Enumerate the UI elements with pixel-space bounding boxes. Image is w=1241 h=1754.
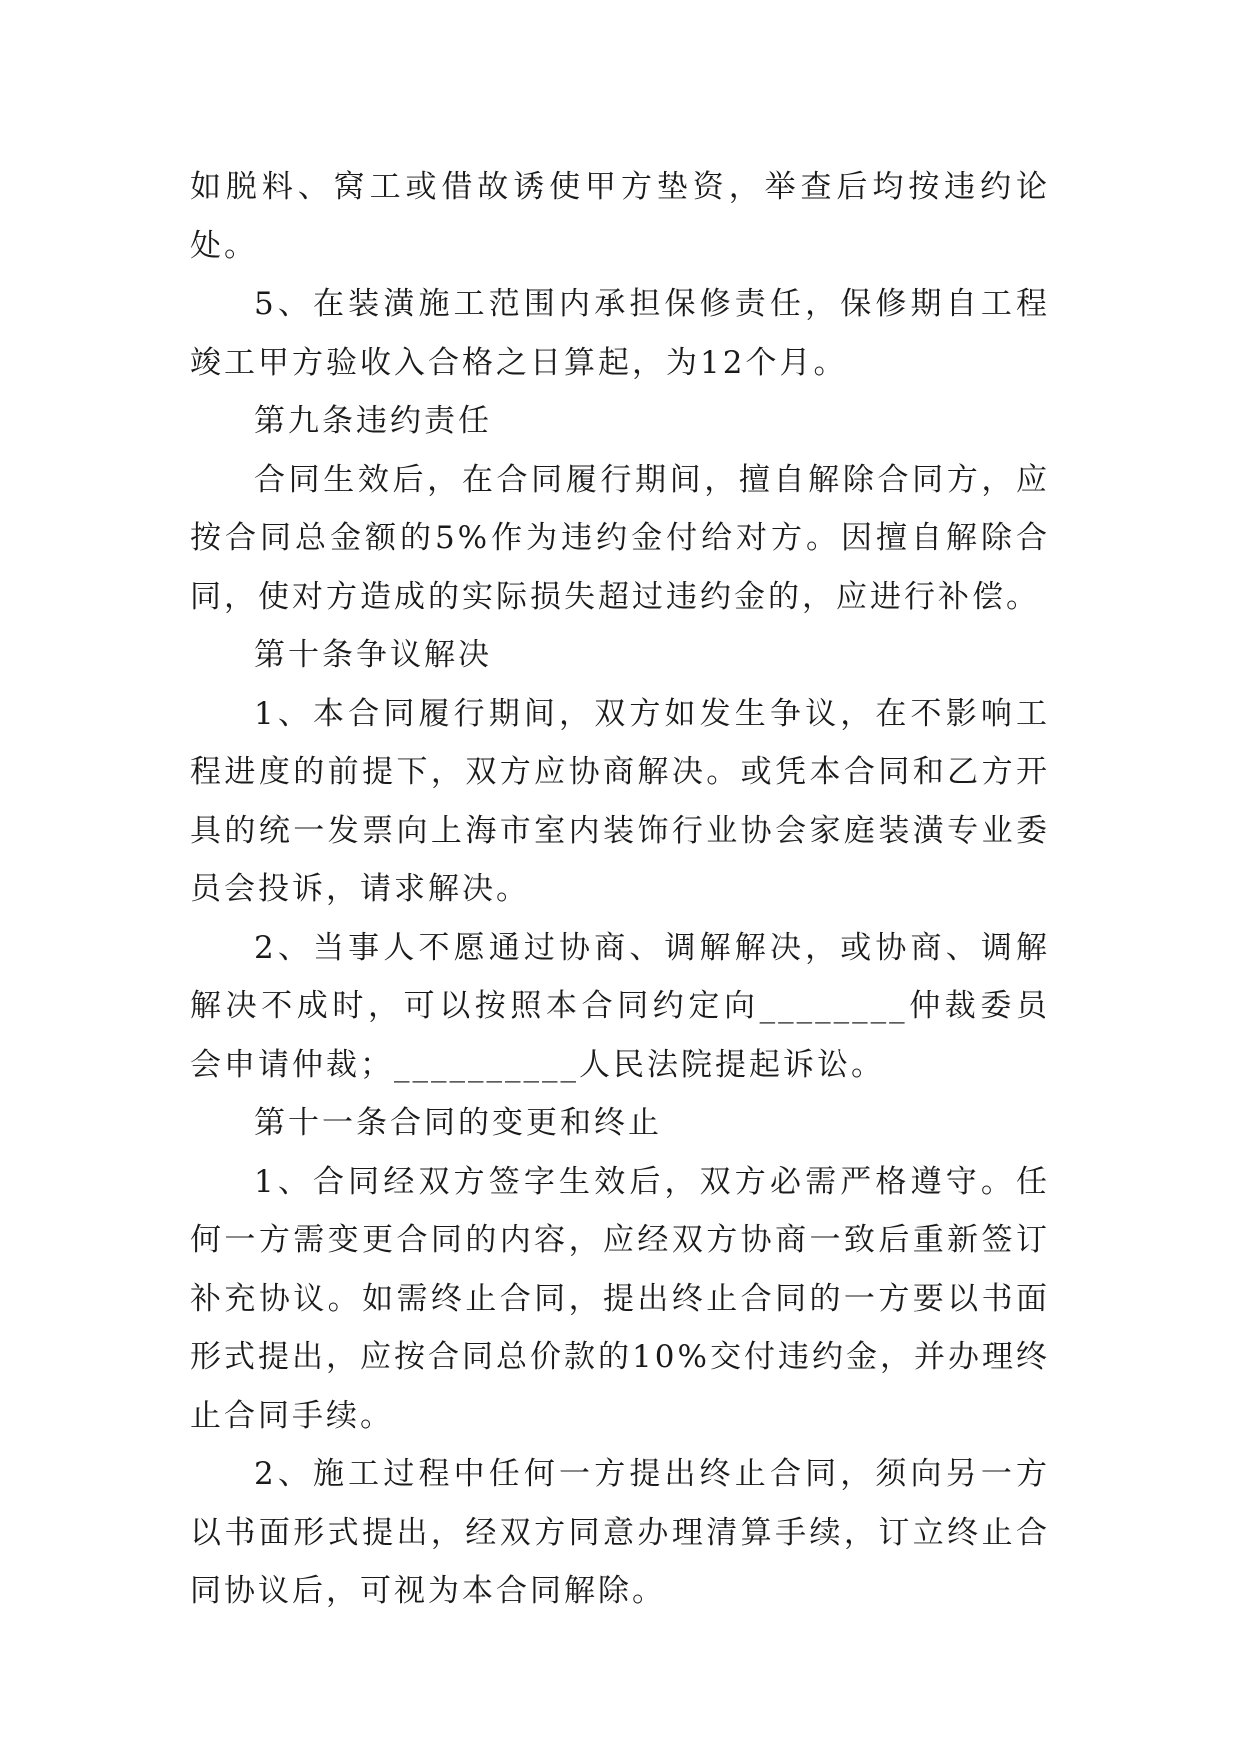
section-heading-10: 第十条争议解决 (254, 637, 492, 673)
paragraph-6: 1、本合同履行期间，双方如发生争议，在不影响工程进度的前提下，双方应协商解决。或凭本合同和乙方开具的统一发票向上海市室内装饰行业协会家庭装潢专业委员会投诉，请求解决。 (190, 695, 1050, 907)
paragraph-4: 合同生效后，在合同履行期间，擅自解除合同方，应按合同总金额的5%作为违约金付给对方。因擅自解除合同，使对方造成的实际损失超过违约金的，应进行补偿。 (190, 461, 1050, 615)
paragraph-1: 如脱料、窝工或借故诱使甲方垫资，举查后均按违约论处。 (190, 169, 1050, 264)
paragraph-7: 2、当事人不愿通过协商、调解解决，或协商、调解解决不成时，可以按照本合同约定向________仲裁委员会申请仲裁；__________人民法院提起诉讼。 (190, 929, 1050, 1083)
section-heading-11: 第十一条合同的变更和终止 (254, 1105, 662, 1141)
paragraph-9: 1、合同经双方签字生效后，双方必需严格遵守。任何一方需变更合同的内容，应经双方协商一致后重新签订补充协议。如需终止合同，提出终止合同的一方要以书面形式提出，应按合同总价款的10%交付违约金，并办理终止合同手续。 (190, 1163, 1050, 1434)
section-heading-9: 第九条违约责任 (254, 403, 492, 439)
paragraph-10: 2、施工过程中任何一方提出终止合同，须向另一方以书面形式提出，经双方同意办理清算手续，订立终止合同协议后，可视为本合同解除。 (190, 1456, 1050, 1609)
paragraph-2: 5、在装潢施工范围内承担保修责任，保修期自工程竣工甲方验收入合格之日算起，为12个月。 (190, 286, 1050, 381)
document-body (190, 158, 1050, 1621)
